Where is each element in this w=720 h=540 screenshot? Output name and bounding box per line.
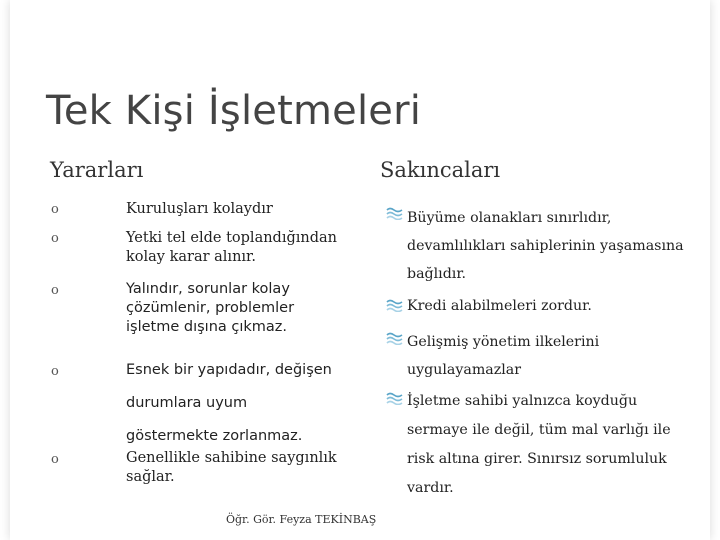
- disadvantage-item: [407, 328, 697, 384]
- advantage-item: [126, 200, 371, 219]
- wave-bullet-icon: [386, 206, 404, 220]
- advantage-line: Kuruluşları kolaydır: [126, 201, 273, 217]
- disadvantage-line: devamlılıkları sahiplerinin yaşamasına: [407, 238, 684, 254]
- advantage-line: sağlar.: [126, 469, 175, 485]
- bullet-marker: o: [51, 231, 59, 246]
- disadvantage-line: bağlıdır.: [407, 266, 467, 282]
- disadvantages-heading: Sakıncaları: [380, 158, 501, 182]
- advantage-item: [126, 354, 371, 453]
- advantages-heading: Yararları: [50, 158, 144, 182]
- wave-bullet-icon: [386, 298, 404, 312]
- disadvantage-item: [407, 204, 697, 288]
- slide-frame: [10, 0, 710, 540]
- advantage-line: kolay karar alınır.: [126, 249, 256, 265]
- advantage-item: [126, 449, 371, 487]
- disadvantage-line: Kredi alabilmeleri zordur.: [407, 298, 592, 314]
- advantage-line: durumlara uyum: [126, 395, 248, 411]
- advantage-line: göstermekte zorlanmaz.: [126, 428, 303, 444]
- bullet-marker: o: [51, 202, 59, 217]
- disadvantage-line: vardır.: [407, 480, 454, 496]
- disadvantage-line: sermaye ile değil, tüm mal varlığı ile: [407, 422, 671, 438]
- disadvantage-item: [407, 295, 697, 317]
- bullet-marker: o: [51, 283, 59, 298]
- advantage-item: [126, 280, 371, 337]
- disadvantage-line: İşletme sahibi yalnızca koyduğu: [407, 393, 638, 409]
- disadvantage-line: risk altına girer. Sınırsız sorumluluk: [407, 451, 667, 467]
- disadvantage-line: Büyüme olanakları sınırlıdır,: [407, 210, 612, 226]
- advantage-line: Yetki tel elde toplandığından: [126, 230, 338, 246]
- advantage-line: çözümlenir, problemler: [126, 300, 295, 316]
- advantage-line: Yalındır, sorunlar kolay: [126, 281, 290, 297]
- bullet-marker: o: [51, 452, 59, 467]
- advantage-line: Esnek bir yapıdadır, değişen: [126, 362, 332, 378]
- wave-bullet-icon: [386, 331, 404, 345]
- bullet-marker: o: [51, 364, 59, 379]
- advantage-item: [126, 229, 371, 267]
- slide-footer: Öğr. Gör. Feyza TEKİNBAŞ: [226, 513, 377, 526]
- disadvantage-item: [407, 387, 697, 503]
- advantage-line: Genellikle sahibine saygınlık: [126, 450, 337, 466]
- slide-title: Tek Kişi İşletmeleri: [46, 88, 422, 134]
- disadvantage-line: uygulayamazlar: [407, 362, 522, 378]
- wave-bullet-icon: [386, 391, 404, 405]
- advantage-line: işletme dışına çıkmaz.: [126, 319, 288, 335]
- disadvantage-line: Gelişmiş yönetim ilkelerini: [407, 334, 600, 350]
